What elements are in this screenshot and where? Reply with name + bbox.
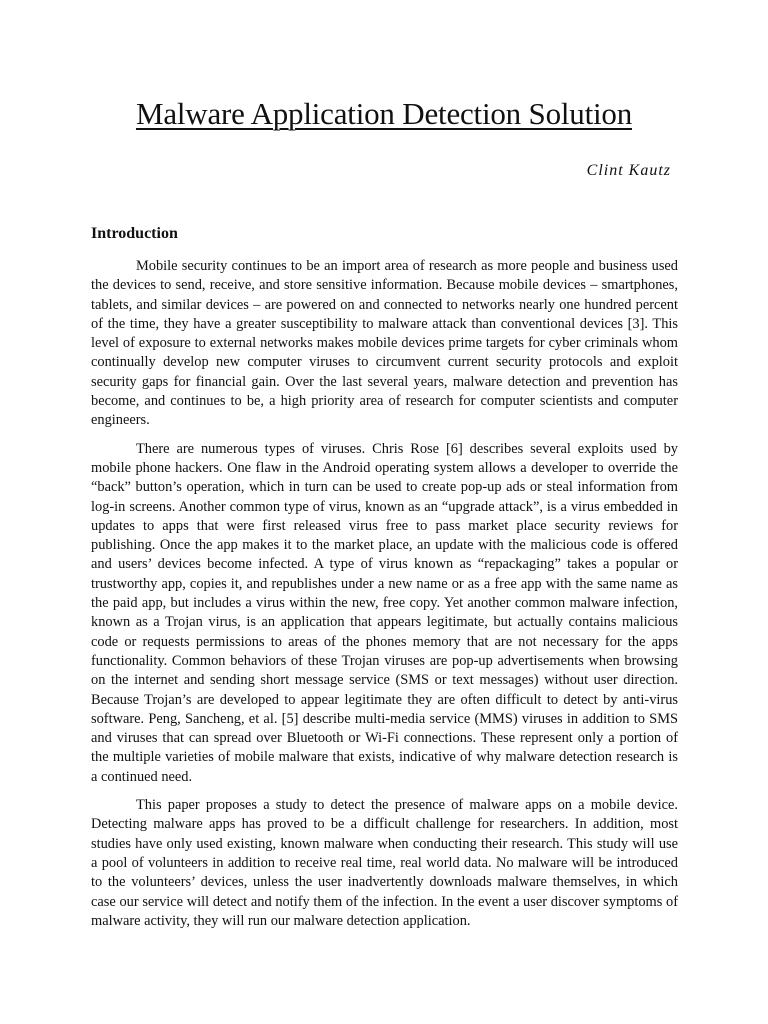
paragraph: There are numerous types of viruses. Chris Rose [6] describes several exploits used by mobile phone hackers. One flaw in the Android operating system allows a developer to override the “back” button’s operation, which in turn can be used to create pop-up ads or steal information from log-in screens. Another common type of virus, known as an “upgrade attack”, is a virus embedded in updates to apps that were first released virus free to pass market place security reviews for publishing. Once the app makes it to the market place, an update with the malicious code is offered and users’ devices become infected. A type of virus known as “repackaging” takes a popular or trustworthy app, copies it, and republishes under a new name or as a free app with the same name as the paid app, but includes a virus within the new, free copy. Yet another common malware infection, known as a Trojan virus, is an application that appears legitimate, but actually contains malicious code or requests permissions to areas of the phones memory that are not necessary for the apps functionality. Common behaviors of these Trojan viruses are pop-up advertisements when browsing on the internet and sending short message service (SMS or text messages) without user direction. Because Trojan’s are developed to appear legitimate they are often difficult to detect by anti-virus software. Peng, Sancheng, et al. [5] describe multi-media service (MMS) viruses in addition to SMS and viruses that can spread over Bluetooth or Wi-Fi connections. These represent only a portion of the multiple varieties of mobile malware that exists, indicative of why malware detection research is a continued need. [91,440,678,785]
paragraph: Mobile security continues to be an import area of research as more people and business used the devices to send, receive, and store sensitive information. Because mobile devices – smartphones, tablets, and similar devices – are powered on and connected to networks nearly one hundred percent of the time, they have a greater susceptibility to malware attack than conventional devices [3]. This level of exposure to external networks makes mobile devices prime targets for cyber criminals whom continually develop new computer viruses to circumvent current security protocols and exploit security gaps for financial gain. Over the last several years, malware detection and prevention has become, and continues to be, a high priority area of research for computer scientists and computer engineers. [91,258,678,429]
paragraph: This paper proposes a study to detect the presence of malware apps on a mobile device. Detecting malware apps has proved to be a difficult challenge for researchers. In addition, most studies have only used existing, known malware when conducting their research. This study will use a pool of volunteers in addition to receive real time, real world data. No malware will be introduced to the volunteers’ devices, unless the user inadvertently downloads malware themselves, in which case our service will detect and notify them of the infection. In the event a user discover symptoms of malware activity, they will run our malware detection application. [91,797,678,929]
document-body [91,257,678,940]
author-name: Clint Kautz [586,162,671,179]
section-heading: Introduction [91,225,178,242]
document-title: Malware Application Detection Solution [135,96,633,131]
